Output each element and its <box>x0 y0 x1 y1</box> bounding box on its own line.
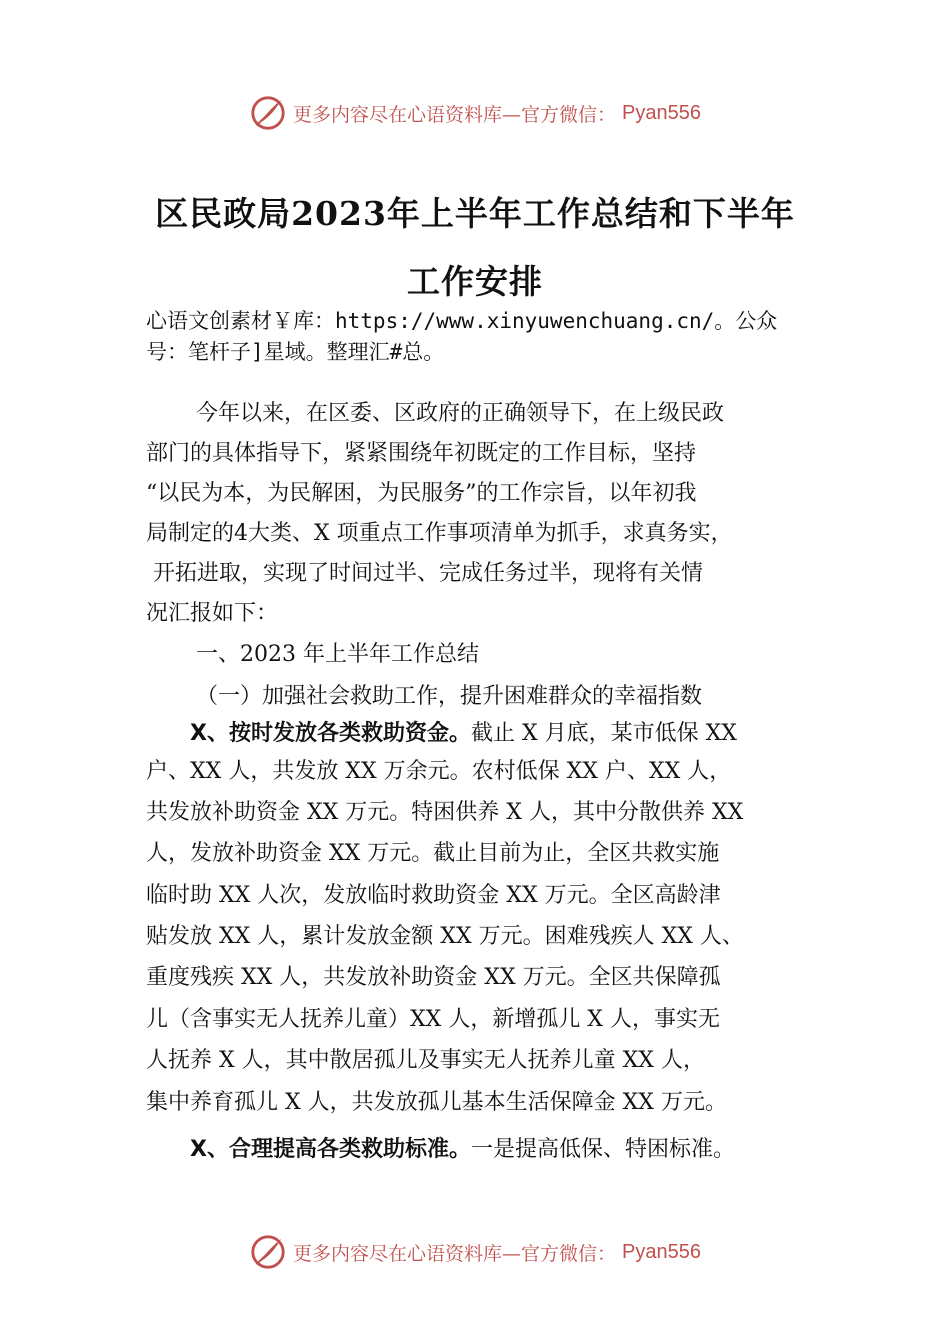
paragraph-1-line: 临时助 XX 人次，发放临时救助资金 XX 万元。全区高龄津 <box>146 883 721 908</box>
section-heading-2: （一）加强社会救助工作，提升困难群众的幸福指数 <box>196 684 703 709</box>
paragraph-2-lead-rest: 一是提高低保、特困标准。 <box>470 1137 735 1162</box>
banner-text: 更多内容尽在心语资料库—官方微信： <box>293 103 617 126</box>
intro-line: 部门的具体指导下，紧紧围绕年初既定的工作目标，坚持 <box>146 441 697 466</box>
paragraph-1-line: 儿（含事实无人抚养儿童）XX 人，新增孤儿 X 人，事实无 <box>146 1007 720 1032</box>
banner-text: 更多内容尽在心语资料库—官方微信： <box>293 1242 617 1265</box>
paragraph-1-line: 集中养育孤儿 X 人，共发放孤儿基本生活保障金 XX 万元。 <box>146 1090 727 1115</box>
footer-banner[interactable] <box>0 1233 950 1271</box>
feather-pen-logo-icon <box>249 94 287 132</box>
intro-line: 开拓进取，实现了时间过半、完成任务过半，现将有关情 <box>146 561 703 586</box>
paragraph-1-lead: X、按时发放各类救助资金。 <box>190 721 471 746</box>
paragraph-1-line: 人抚养 X 人，其中散居孤儿及事实无人抚养儿童 XX 人， <box>146 1048 705 1073</box>
header-banner[interactable] <box>0 94 950 132</box>
source-note-line-1: 心语文创素材￥库：https://www.xinyuwenchuang.cn/。公众 <box>146 309 778 333</box>
banner-wechat-id: Pyan556 <box>622 101 701 124</box>
paragraph-1-line: 共发放补助资金 XX 万元。特困供养 X 人，其中分散供养 XX <box>146 800 744 825</box>
paragraph-2-lead: X、合理提高各类救助标准。 <box>190 1137 471 1162</box>
intro-line: 况汇报如下： <box>146 601 279 626</box>
paragraph-1-line: 人，发放补助资金 XX 万元。截止目前为止，全区共救实施 <box>146 841 720 866</box>
document-title-line-2: 工作安排 <box>407 262 543 301</box>
intro-line: 局制定的4大类、X 项重点工作事项清单为抓手，求真务实， <box>146 521 733 546</box>
paragraph-1-line: 户、XX 人，共发放 XX 万余元。农村低保 XX 户、XX 人， <box>146 759 732 784</box>
paragraph-2-first-line <box>190 1135 880 1165</box>
paragraph-1-lead-rest: 截止 X 月底，某市低保 XX <box>470 721 737 746</box>
intro-line: 今年以来，在区委、区政府的正确领导下，在上级民政 <box>196 401 725 426</box>
paragraph-1-line: 贴发放 XX 人，累计发放金额 XX 万元。困难残疾人 XX 人、 <box>146 924 744 949</box>
feather-pen-logo-icon <box>249 1233 287 1271</box>
paragraph-1-line: 重度残疾 XX 人，共发放补助资金 XX 万元。全区共保障孤 <box>146 965 721 990</box>
intro-line: “以民为本，为民解困，为民服务”的工作宗旨，以年初我 <box>146 481 697 506</box>
paragraph-1-first-line <box>190 719 880 749</box>
banner-wechat-id: Pyan556 <box>622 1240 701 1263</box>
section-heading-1: 一、2023 年上半年工作总结 <box>196 642 479 667</box>
document-title-line-1: 区民政局2023年上半年工作总结和下半年 <box>155 194 795 233</box>
source-note-line-2: 号：笔杆子]星域。整理汇#总。 <box>146 340 445 364</box>
